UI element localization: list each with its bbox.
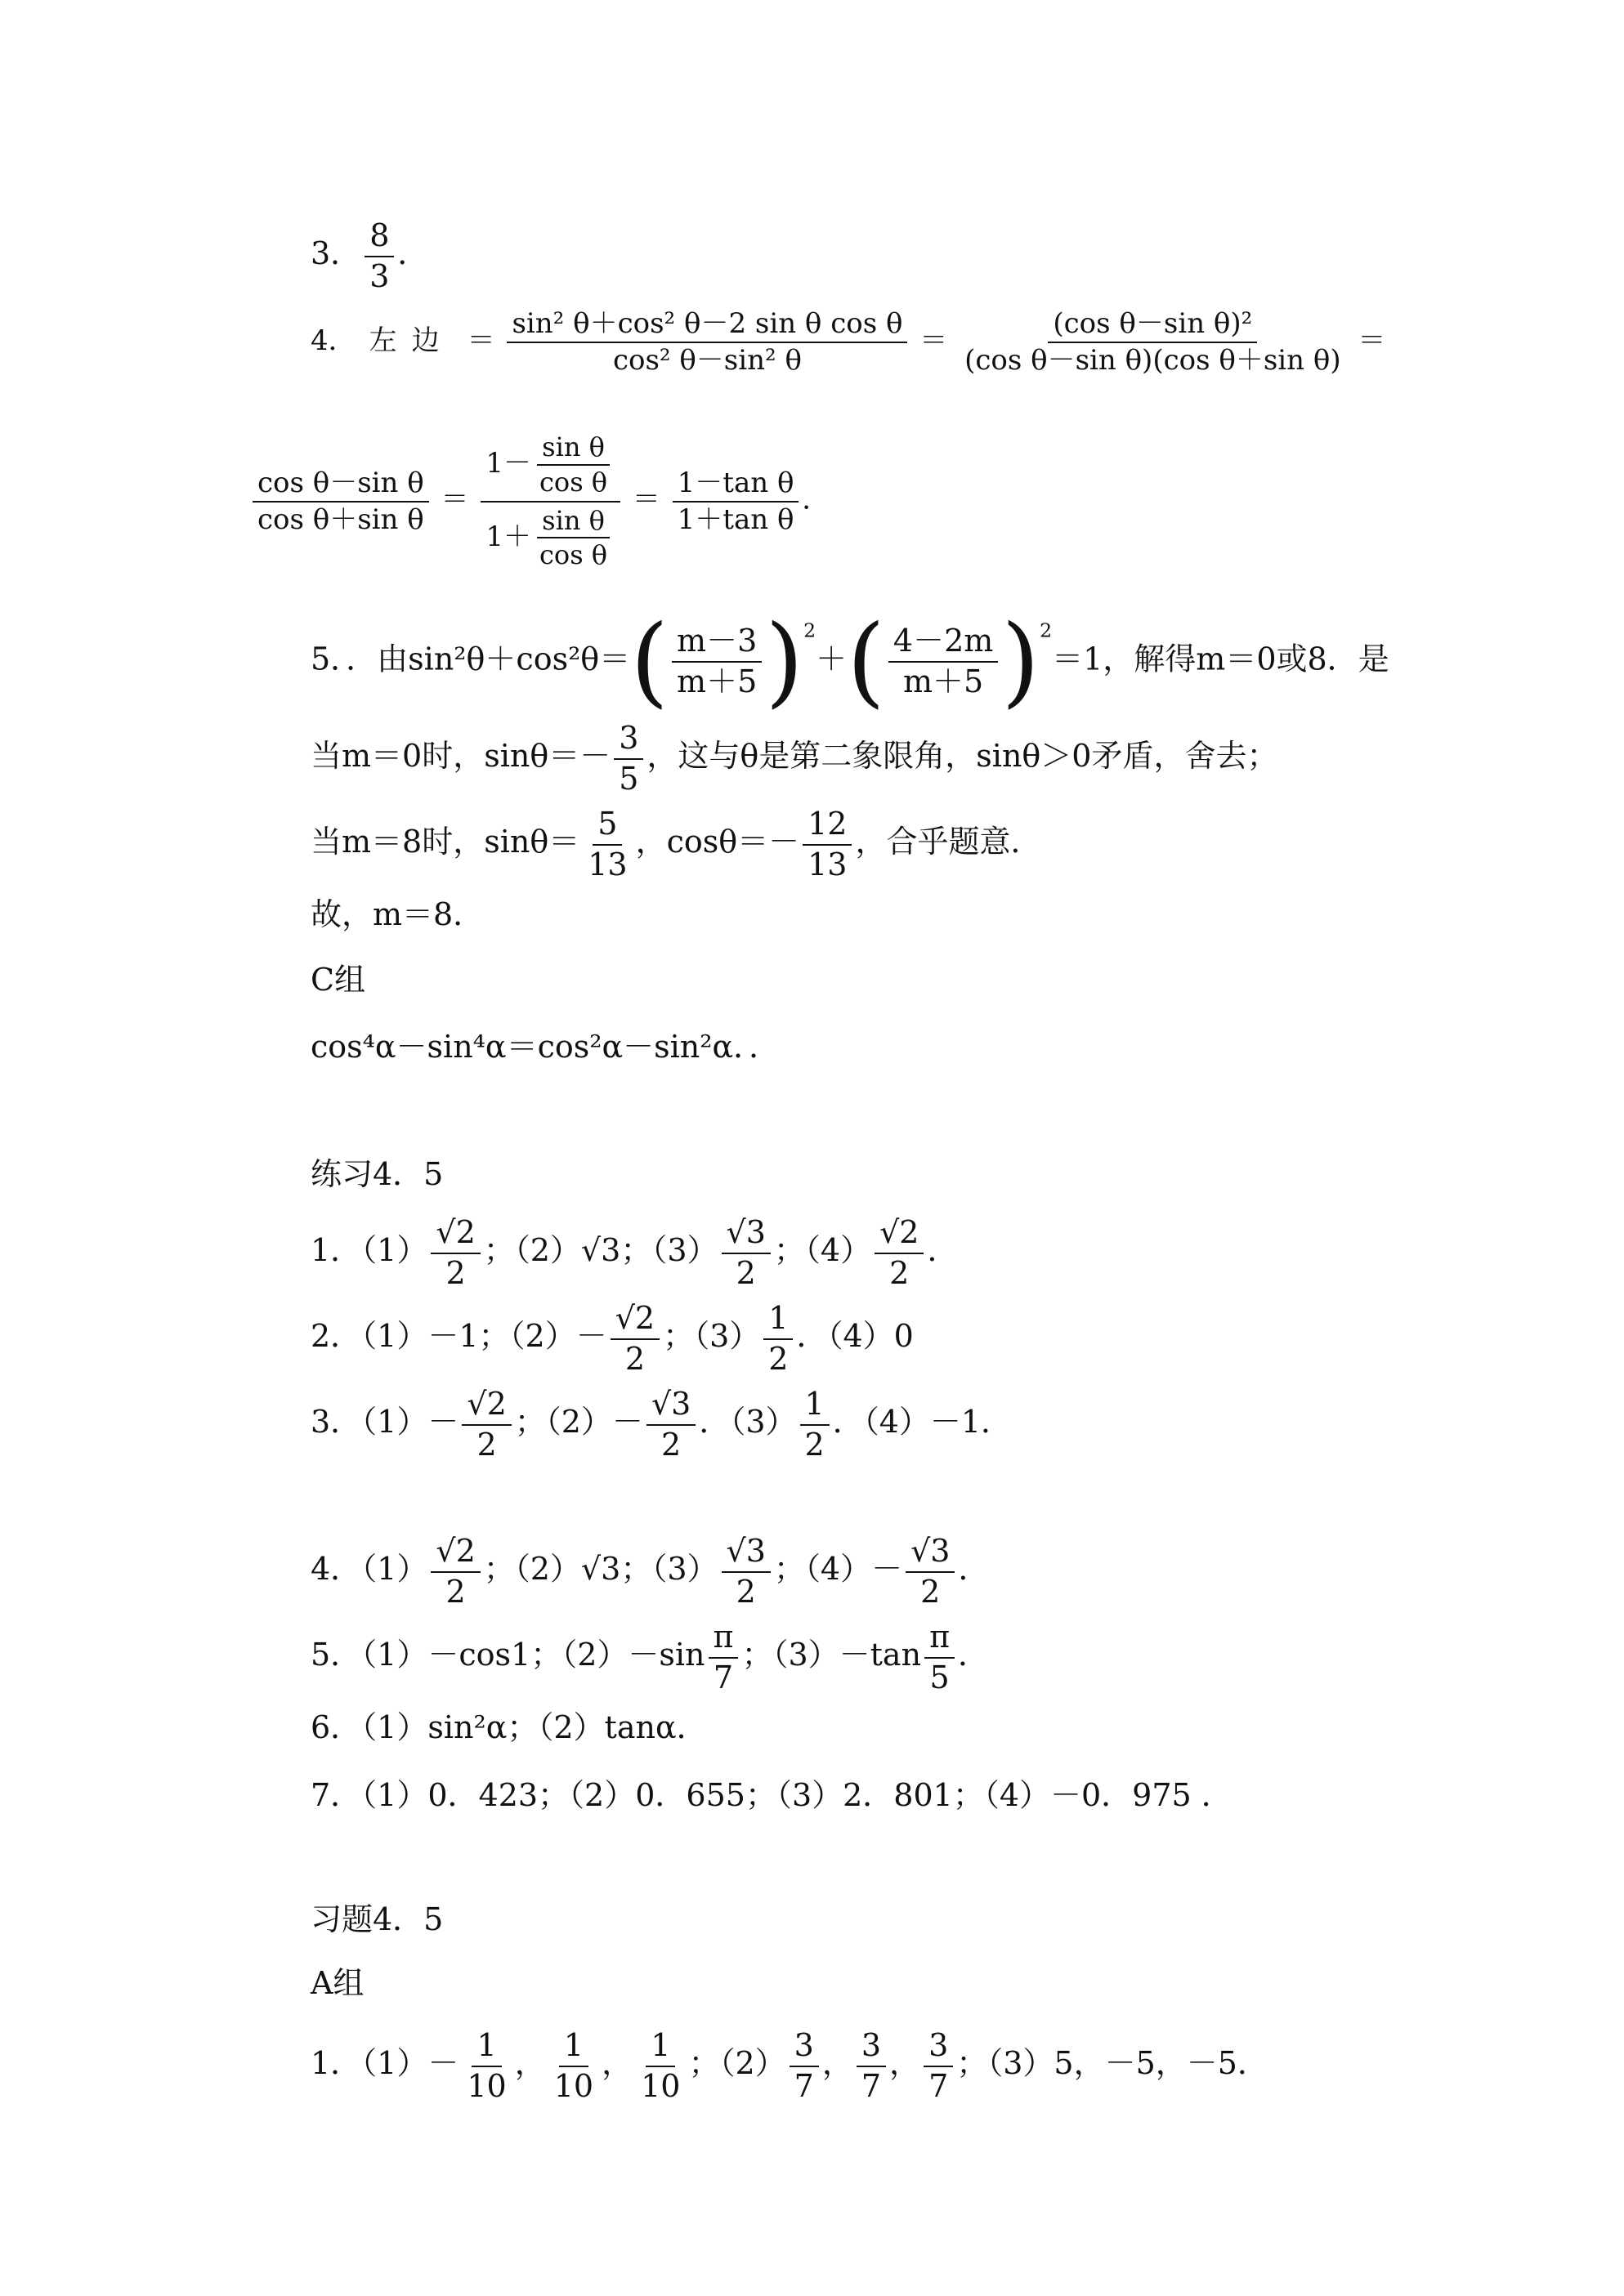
ex-6: 6．（1）sin²α；（2）tanα． <box>311 1709 708 1745</box>
item-5: 5．．由sin²θ＋cos²θ＝( $\frac{m-3}{m+5}$ )$^2$＋( $\frac{4-2m}{m+5}$ )$^2$＝1，解得m＝0或8．是 <box>311 605 1389 718</box>
section-c: C组 <box>311 962 366 998</box>
denominator: cos θ＋sin θ <box>257 503 424 536</box>
equals: ＝ <box>632 483 660 516</box>
complex-denominator: 1＋ $\frac{\text{sin θ}}{\text{cos θ}}$ <box>481 503 620 574</box>
item-3 <box>311 217 428 296</box>
conclusion: 故，m＝8． <box>311 896 485 932</box>
item-number: 4． <box>311 324 356 358</box>
ex-1: 1．（1） $\frac{√2}{2}$ ；（2）√3；（3） $\frac{√3}{2}$ ；（4） $\frac{√2}{2}$ ． <box>311 1214 959 1291</box>
numerator: sin² θ＋cos² θ－2 sin θ cos θ <box>507 306 907 343</box>
numerator: 1－tan θ <box>673 466 799 503</box>
ex-5: 5．（1）－cos1；（2）－sin $\frac{\pi}{7}$ ；（3）－tan $\frac{\pi}{5}$ ． <box>311 1619 990 1695</box>
complex-numerator: 1－ $\frac{\text{sin θ}}{\text{cos θ}}$ <box>481 429 620 503</box>
equals: ＝ <box>1358 324 1386 358</box>
denominator: cos² θ－sin² θ <box>612 344 802 377</box>
ex-4: 4．（1） $\frac{√2}{2}$ ；（2）√3；（3） $\frac{√3}{2}$ ；（4）－ $\frac{√3}{2}$ ． <box>311 1533 990 1610</box>
denominator: 3 <box>369 257 390 294</box>
exercise-heading: 练习4．5 <box>311 1156 444 1192</box>
equals: ＝ <box>919 324 948 358</box>
denominator: 1＋tan θ <box>677 503 794 536</box>
numerator: (cos θ－sin θ)² <box>1048 306 1257 343</box>
text: 左边 <box>369 324 454 358</box>
numerator: cos θ－sin θ <box>253 466 429 503</box>
ex-3: 3．（1）－ $\frac{√2}{2}$ ；（2）－ $\frac{√3}{2}$ ．（3） $\frac{1}{2}$ ．（4）－1． <box>311 1386 1013 1463</box>
ex-7: 7．（1）0．423；（2）0．655；（3）2．801；（4）－0．975 ． <box>311 1777 1233 1813</box>
equals: ＝ <box>441 483 469 516</box>
section-a: A组 <box>311 1965 365 2001</box>
item-4 <box>311 306 1385 378</box>
ex-2: 2．（1）－1；（2）－ $\frac{√2}{2}$ ；（3） $\frac{1}{2}$ ．（4）0 <box>311 1300 914 1377</box>
case-m8: 当m＝8时，sinθ＝ $\frac{5}{13}$ ，cosθ＝－ $\frac{12}{13}$ ，合乎题意． <box>311 806 1042 882</box>
identity: cos⁴α－sin⁴α＝cos²α－sin²α．． <box>311 1029 781 1065</box>
problems-heading: 习题4．5 <box>311 1901 444 1937</box>
equals: ＝ <box>467 324 495 358</box>
denominator: (cos θ－sin θ)(cos θ＋sin θ) <box>964 344 1341 377</box>
item-number: 3． <box>311 235 362 272</box>
item-4-continued: $\frac{\text{cos θ－sin θ}}{\text{cos θ＋sin θ}}$ ＝ 1－ $\frac{\text{sin θ}}{\text{cos θ}}$ 1＋ $\frac{\text{sin θ}}{\text{cos θ}}$ ＝ $\frac{\text{1－tan θ}}{\text{1＋tan θ}}$ ． <box>249 429 830 574</box>
case-m0: 当m＝0时，sinθ＝－ $\frac{3}{5}$ ，这与θ是第二象限角，sinθ＞0矛盾，舍去； <box>311 720 1278 797</box>
numerator: 8 <box>365 217 394 257</box>
punct: ． <box>397 235 429 272</box>
problem-1: 1．（1）－ $\frac{1}{10}$ ， $\frac{1}{10}$ ， $\frac{1}{10}$ ；（2） $\frac{3}{7}$ ， $\frac{3}{7}$ ， $\frac{3}{7}$ ；（3）5，－5，－5． <box>311 2027 1268 2104</box>
